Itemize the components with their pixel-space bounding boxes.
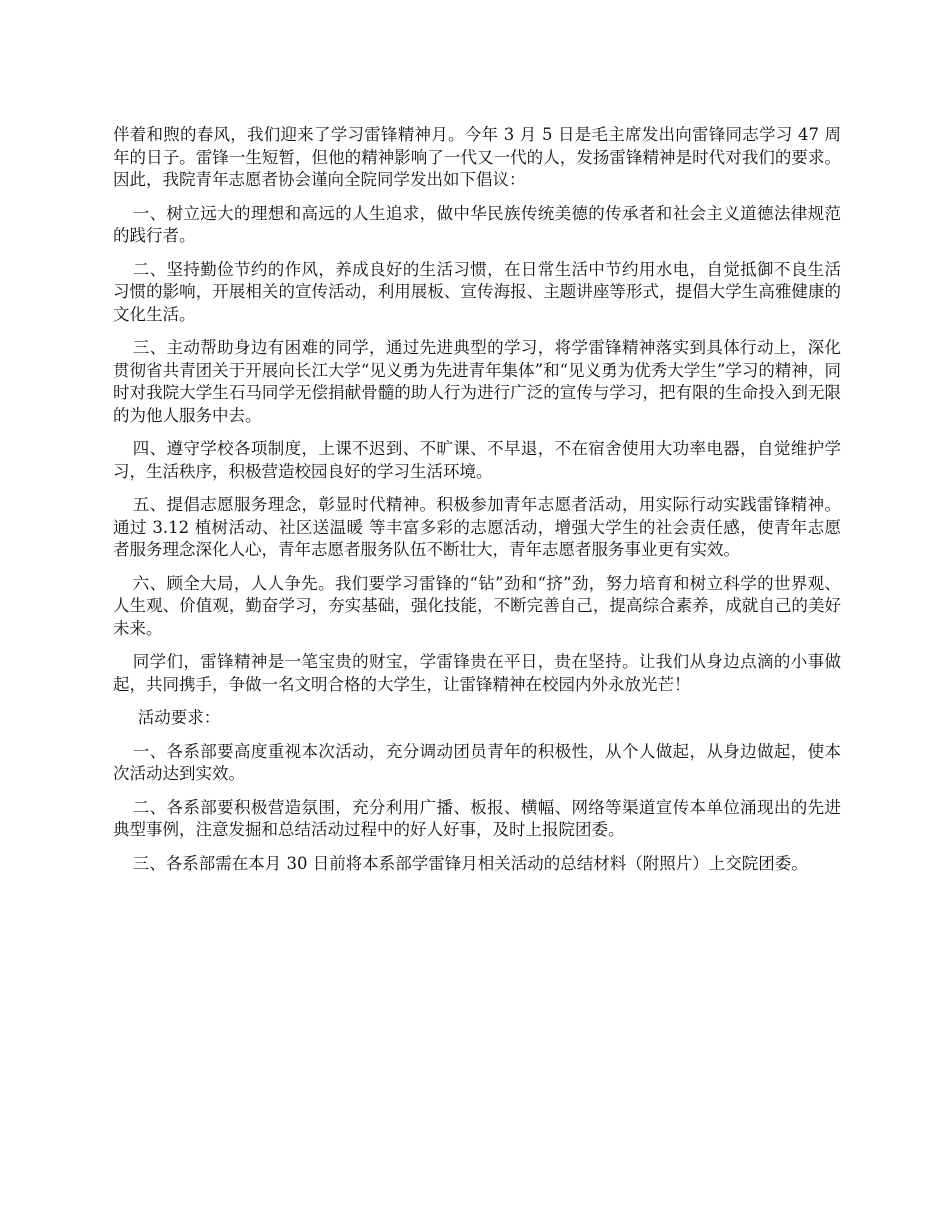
intro-paragraph: 伴着和煦的春风，我们迎来了学习雷锋精神月。今年 3 月 5 日是毛主席发出向雷锋同志学习 47 周年的日子。雷锋一生短暂，但他的精神影响了一代又一代的人，发扬雷锋精神是时代对我们的要求。因此，我院青年志愿者协会谨向全院同学发出如下倡议：	[113, 125, 841, 189]
document-page	[113, 124, 841, 886]
proposal-4: 四、遵守学校各项制度，上课不迟到、不旷课、不早退，不在宿舍使用大功率电器，自觉维护学习，生活秩序，积极营造校园良好的学习生活环境。	[113, 439, 841, 481]
closing-paragraph: 同学们，雷锋精神是一笔宝贵的财宝，学雷锋贵在平日，贵在坚持。让我们从身边点滴的小事做起，共同携手，争做一名文明合格的大学生，让雷锋精神在校园内外永放光芒！	[113, 652, 841, 694]
proposal-2: 二、坚持勤俭节约的作风，养成良好的生活习惯，在日常生活中节约用水电，自觉抵御不良生活习惯的影响，开展相关的宣传活动，利用展板、宣传海报、主题讲座等形式，提倡大学生高雅健康的文化生活。	[113, 259, 841, 324]
proposal-1: 一、树立远大的理想和高远的人生追求，做中华民族传统美德的传承者和社会主义道德法律规范的践行者。	[113, 203, 841, 245]
requirements-heading: 活动要求：	[137, 708, 221, 727]
proposal-5: 五、提倡志愿服务理念，彰显时代精神。积极参加青年志愿者活动，用实际行动实践雷锋精神。通过 3.12 植树活动、社区送温暖 等丰富多彩的志愿活动，增强大学生的社会责任感，使青年志愿者服务理念深化人心，青年志愿者服务队伍不断壮大，青年志愿者服务事业更有实效。	[113, 495, 841, 559]
requirement-2: 二、各系部要积极营造氛围，充分利用广播、板报、横幅、网络等渠道宣传本单位涌现出的先进典型事例，注意发掘和总结活动过程中的好人好事，及时上报院团委。	[113, 797, 841, 839]
requirement-1: 一、各系部要高度重视本次活动，充分调动团员青年的积极性，从个人做起，从身边做起，使本次活动达到实效。	[113, 741, 841, 783]
proposal-6: 六、顾全大局，人人争先。我们要学习雷锋的“钻”劲和“挤”劲，努力培育和树立科学的世界观、人生观、价值观，勤奋学习，夯实基础，强化技能，不断完善自己，提高综合素养，成就自己的美好未来。	[113, 573, 841, 638]
proposal-3: 三、主动帮助身边有困难的同学，通过先进典型的学习，将学雷锋精神落实到具体行动上，深化贯彻省共青团关于开展向长江大学“见义勇为先进青年集体”和“见义勇为优秀大学生”学习的精神，同时对我院大学生石马同学无偿捐献骨髓的助人行为进行广泛的宣传与学习，把有限的生命投入到无限的为他人服务中去。	[113, 338, 841, 425]
requirement-3: 三、各系部需在本月 30 日前将本系部学雷锋月相关活动的总结材料（附照片）上交院团委。	[132, 853, 808, 873]
